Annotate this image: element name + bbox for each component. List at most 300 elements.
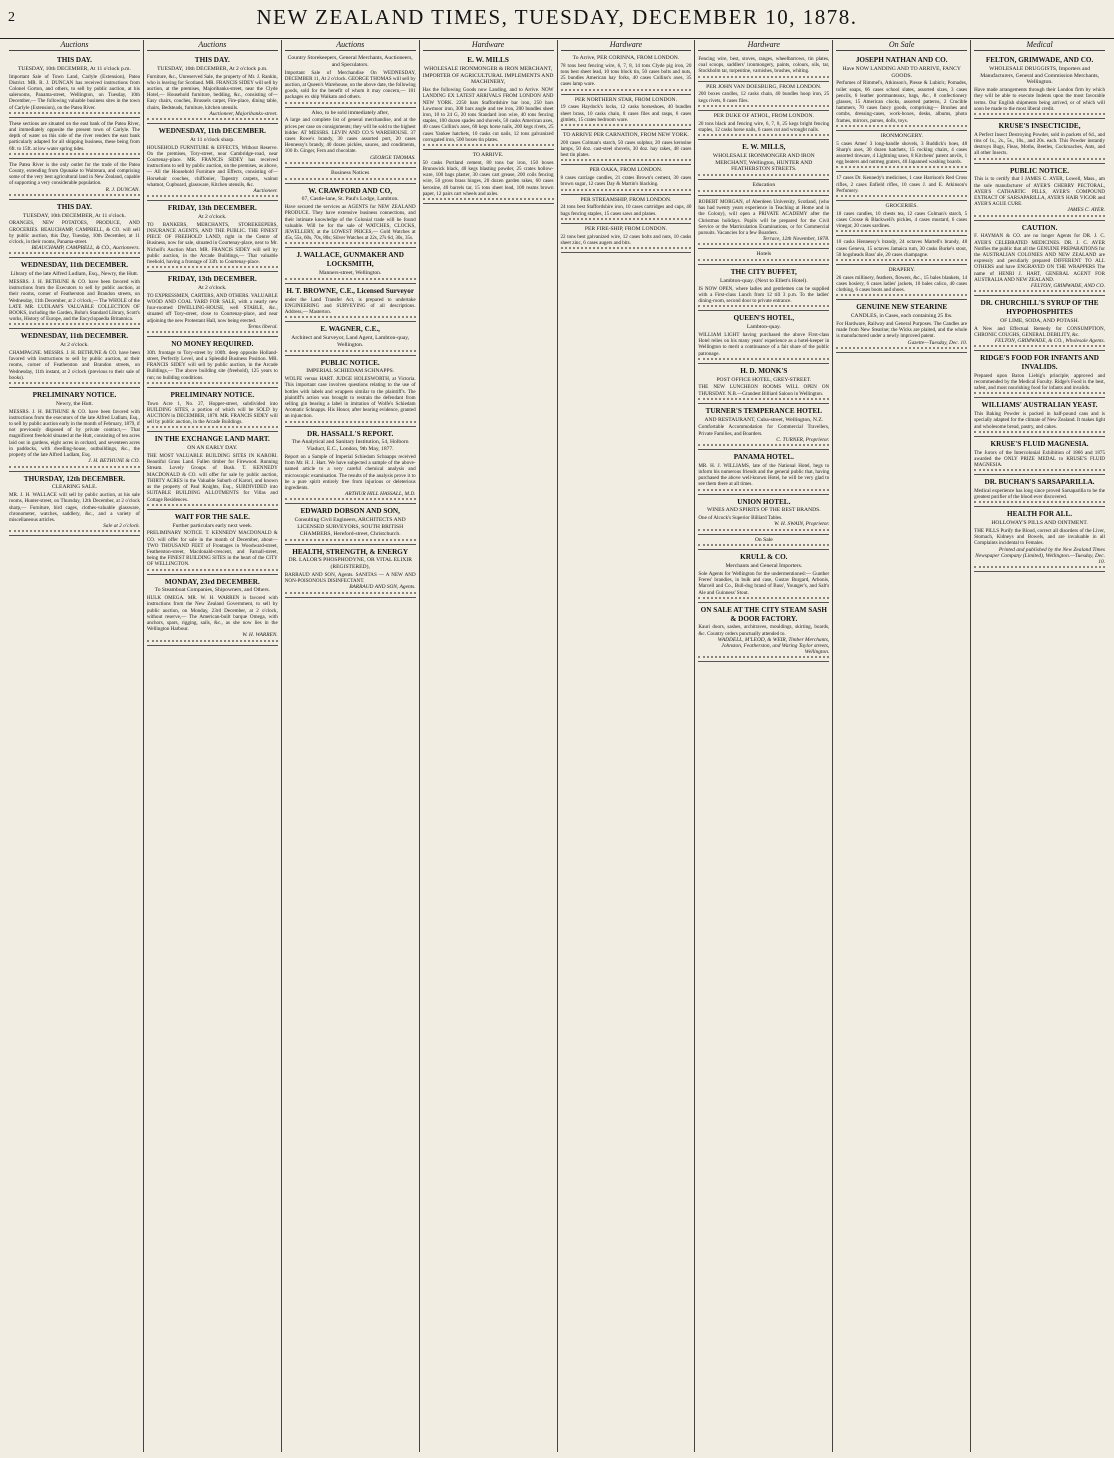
ad-body: Fencing wire, best, stoves, ranges, wheelbarrows, tin plates, coal scoops, saddlers' ironmongery, paints, colours, oils, tar, Stockholm tar, turpentine, varnishes, brushes, whiting. — [698, 56, 830, 75]
advertisement — [836, 236, 967, 265]
ad-heading: WEDNESDAY, 11th DECEMBER. — [20, 261, 129, 270]
ad-subheading: Consulting Civil Engineers, ARCHITECTS AND LICENSED SURVEYORS, SOUTH BRITISH CHAMBERS, Hereford-street, Christchurch. — [294, 517, 406, 537]
ad-rule — [836, 125, 967, 127]
column-4 — [420, 40, 558, 1452]
ad-subheading: At 2 o'clock. — [198, 285, 227, 292]
section-heading: Auctions — [9, 40, 140, 51]
ad-subheading: PER STREAMSHIP, FROM LONDON. — [580, 196, 672, 203]
column-8 — [971, 40, 1108, 1452]
ad-subheading: Also, to be sold immediately after, — [311, 109, 389, 116]
advertisement — [698, 535, 829, 551]
advertisement — [698, 82, 829, 111]
ad-signature: C. TURNER, Proprietor. — [776, 436, 830, 443]
ad-subheading: PER JOHN VAN DOESBURG, FROM LONDON. — [706, 83, 822, 90]
ad-rule — [974, 431, 1105, 433]
ad-rule — [285, 178, 416, 180]
ad-heading: PANAMA HOTEL. — [733, 453, 794, 462]
ad-subheading: WHOLESALE IRONMONGER AND IRON MERCHANT, Wellington, HUNTER AND FEATHERSTON STREETS. — [712, 152, 815, 173]
ad-heading: HEALTH, STRENGTH, & ENERGY — [292, 547, 409, 556]
ad-body: For Hardware, Railway and General Purposes. The Candles are made from New Stearine; the Wicks are plaited, and the whole is manufactured under a newly improved patent. — [836, 321, 968, 340]
ad-body: IS NOW OPEN, where ladies and gentlemen can be supplied with a First-class Lunch from 12 till 3 p.m. To the ladies' dining-room, second door to private entrance. — [698, 285, 830, 305]
ad-body: MR. J. H. WALLACE will sell by public auction, at his sale rooms, Hunter-street, on Thursday, 12th December, at 2 o'clock sharp,— Furniture, bird cages, clothes-valuable glassware, chronometer, watches, saddlery, &c., and a variety of miscellaneous articles. — [9, 492, 140, 523]
advertisement — [698, 311, 829, 363]
ad-rule — [423, 198, 554, 200]
ad-subheading: At 11 o'clock sharp. — [190, 136, 235, 143]
ad-heading: WEDNESDAY, 11th DECEMBER. — [158, 127, 266, 136]
ad-subheading: The Analytical and Sanitary Institution, 54, Holborn Viaduct, E.C., London, 9th May, 1877. — [291, 439, 409, 453]
ad-body: 30ft. frontage to Tory-street by 100ft. deep opposite Holland-street, Perfectly Level, and a Splendid Business Position. MR. FRANCIS SIDEY will sell by public auction, in the Arcade Buildings,— The above building site (freehold), 125 years to run; no building conditions. — [146, 349, 278, 381]
ad-heading: KRUSE'S INSECTICIDE, — [998, 122, 1081, 130]
ad-subheading: At 2 o'clock. — [60, 342, 89, 349]
advertisement — [836, 172, 967, 201]
advertisement — [285, 427, 416, 505]
ad-subheading: Library of the late Alfred Ludlam, Esq., Newry, the Hutt. — [10, 271, 139, 278]
ad-subheading: Lambton-quay. (Next to Ellett's Hotel). — [719, 278, 808, 285]
advertisement — [285, 108, 416, 168]
advertisement — [285, 184, 416, 249]
ad-rule — [698, 134, 829, 136]
ad-rule — [561, 89, 692, 91]
advertisement — [698, 249, 829, 265]
ad-heading: GENUINE NEW STEARINE — [856, 303, 948, 312]
advertisement — [9, 200, 140, 259]
ad-body: 8 cases carriage candles, 21 crates Brown's cement, 30 cases brown sugar, 12 cases Day & Martin's blacking. — [560, 175, 692, 188]
ad-heading: PRELIMINARY NOTICE. — [170, 390, 255, 399]
ad-subheading: PER OAKA, FROM LONDON. — [589, 167, 663, 174]
ad-body: Sole Agents for Wellington for the undermentioned:— Gunther Freres' brandies, in bulk and case, Gustav Burgard, Arbonis, Marcell and Co., Bull-dog brand of Bass', Younger's, and Salt's Ale and Guinness' Stout. — [698, 571, 830, 596]
advertisement — [974, 296, 1105, 351]
ad-signature: ARTHUR HILL HASSALL, M.D. — [345, 491, 416, 498]
ad-rule — [974, 469, 1105, 471]
newspaper-title: NEW ZEALAND TIMES, TUESDAY, DECEMBER 10, 1878. — [256, 5, 858, 29]
section-heading: Auctions — [147, 40, 278, 51]
masthead — [0, 0, 1114, 39]
ad-heading: QUEEN'S HOTEL, — [733, 314, 795, 323]
ad-subheading: OF LIME, SODA, AND POTASH. — [1000, 317, 1080, 324]
advertisement — [9, 118, 140, 159]
ad-signature: Auctioneer, Majoribanks-street. — [209, 110, 278, 117]
ad-heading: PUBLIC NOTICE. — [1010, 166, 1070, 175]
ad-heading: MONDAY, 23rd DECEMBER. — [164, 577, 260, 586]
ad-rule — [698, 444, 829, 446]
ad-subheading: PER DUKE OF ATHOL, FROM LONDON. — [713, 112, 814, 119]
ad-body: Furniture, &c., Unreserved Sale, the property of Mr. J. Rankin, who is leaving for Scotland. MR. FRANCIS SIDEY will sell by auction, at the premises, Majoribanks-street, near the Clyde Hotel,— Household furniture, bedding, &c., consisting of— Easy chairs, couches, Brussels carpet, Fire-place, dining table, chairs, Bedsteads, furniture, kitchen utensils. — [146, 73, 278, 111]
ad-heading: FRIDAY, 13th DECEMBER. — [167, 204, 257, 213]
advertisement — [698, 111, 829, 140]
ad-body: Comfortable Accommodation for Commercial Travellers, Private Families, and Boarders. — [698, 424, 830, 437]
ad-body: Prepared upon Baron Liebig's principle; approved and recommended by the Medical Faculty. Ridge's Food is the best, safest, and most nourishing food for infants and invalids. — [974, 372, 1105, 392]
advertisement — [285, 284, 416, 322]
ad-signature: W. H. WARREN. — [242, 632, 278, 639]
advertisement — [147, 432, 278, 509]
ad-body: 5 cases Ames' 3 long-handle shovels, 3 Ruddick's hoes, 48 Sharp's axes, 30 dozen hatchets, 15 rocking chairs, 4 cases assorted tinware, 4 Lightning saws, 8 Kitchens' patent anvils, 1 egg beaters and nutmeg graters, 40 Japanned washing boards. — [836, 140, 968, 166]
ad-rule — [285, 539, 416, 541]
ad-body: HOUSEHOLD FURNITURE & EFFECTS, Without Reserve. On the premises, Tory-street, near Cambridge-road, near Courtenay-place. MR. FRANCIS SIDEY has received instructions to sell by public auction, on the premises, as above,— All the Household Furniture and Effects, consisting of— Horsehair couches, chiffonier, Tapestry carpets, walnut whatnot, Cupboard, glassware, Kitchen utensils, &c. — [146, 144, 278, 188]
ad-signature: J. H. BETHUNE & CO. — [88, 458, 140, 465]
ad-body: Town Acre 1, No. 27, Hopper-street, subdivided into BUILDING SITES, a portion of which will be SOLD by AUCTION in DECEMBER, 1878. MR. FRANCIS SIDEY will sell by public auction, in the Arcade Buildings. — [146, 400, 278, 426]
ad-subheading: WHOLESALE IRONMONGER & IRON MERCHANT, IMPORTER OF AGRICULTURAL IMPLEMENTS AND MACHINERY, — [422, 65, 554, 86]
ad-body: Report on a Sample of Imperial Schiedam Schnapps received from Mr. H. J. Hart. We have subjected a sample of the above-named article to a very careful chemical analysis and microscopic examination. The results of the analysis prove it to be a pure spirit entirely free from injurious or deleterious ingredients. — [284, 454, 416, 492]
ad-heading: DR. HASSALL'S REPORT. — [307, 429, 394, 438]
ad-body: Have made arrangements through their London firm by which they will be able to execute Indents upon the most favorable terms. Our English shipments being arrived, or of which will soon be made to the most liberal credit. — [974, 87, 1105, 112]
ad-subheading: POST OFFICE HOTEL, GREY-STREET. — [716, 376, 812, 383]
ad-rule — [285, 421, 416, 423]
ad-rule — [147, 426, 278, 428]
advertisement — [9, 472, 140, 537]
advertisement — [285, 168, 416, 184]
ad-rule — [147, 569, 278, 571]
advertisement — [9, 53, 140, 118]
advertisement — [147, 53, 278, 124]
ad-heading: THIS DAY. — [56, 56, 92, 64]
ad-body: 10 casks Hennessy's brandy, 24 octaves Martell's brandy, 48 cases Geneva, 15 octaves Jamaica rum, 30 casks Burke's stout, 50 hogsheads Bass' ale, 20 cases champagne. — [836, 239, 968, 258]
ad-rule — [974, 290, 1105, 292]
ad-body: F. HAYMAN & CO. are no longer Agents for DR. J. C. AYER'S CELEBRATED MEDICINES. DR. J. C. AYER Notifies the public that all the GENUINE PREPARATIONS for the AUSTRALIAN COLONIES AND NEW ZEALAND are expressly and peculiarly prepared DIFFERENT TO ALL OTHERS and have ENGRAVED ON THE WRAPPERS The name of HENRI J. HART, GENERAL AGENT FOR AUSTRALIA AND NEW ZEALAND. — [974, 233, 1105, 283]
ad-signature: Terms liberal. — [247, 323, 278, 330]
ad-rule — [698, 358, 829, 360]
ad-rule — [9, 323, 140, 325]
ad-rule — [9, 194, 140, 196]
ad-rule — [698, 174, 829, 176]
advertisement — [836, 265, 967, 300]
ad-rule — [836, 166, 967, 168]
ad-signature: JAMES C. AYER. — [1067, 207, 1105, 214]
advertisement — [698, 450, 829, 495]
ad-rule — [147, 640, 278, 642]
ad-signature: BEAUCHAMP, CAMPBELL, & CO., Auctioneers. — [31, 245, 140, 252]
ad-heading: E. WAGNER, C.E., — [320, 325, 380, 334]
ad-rule — [974, 392, 1105, 394]
ad-subheading: Merchants and General Importers. — [725, 563, 803, 570]
ad-body: MR. H. J. WILLIAMS, late of the National Hotel, begs to inform his numerous friends and the general public that, having purchased the above well-known Hotel, he will be very glad to see them there at all times. — [698, 462, 830, 488]
advertisement — [698, 495, 829, 535]
ad-heading: WEDNESDAY, 11th DECEMBER. — [20, 332, 129, 341]
ad-rule — [561, 124, 692, 126]
ad-heading: RIDGE'S FOOD FOR INFANTS AND INVALIDS. — [980, 354, 1099, 372]
advertisement — [9, 159, 140, 200]
ad-rule — [9, 382, 140, 384]
ad-heading: THIS DAY. — [194, 56, 230, 64]
advertisement — [147, 337, 278, 388]
ad-rule — [698, 243, 829, 245]
ad-body: CHAMPAGNE. MESSRS. J. H. BETHUNE & CO. have been favored with instructions to sell by public auction, at their rooms, corner of Featherston and Brandon streets, on Wednesday, 11th instant, at 2 o'clock (previous to their sale of books). — [9, 350, 140, 381]
ad-subheading: Education — [752, 182, 776, 189]
advertisement — [836, 300, 967, 352]
ad-subheading: TUESDAY, 10th DECEMBER, At 2 o'clock p.m. — [157, 65, 268, 72]
ad-subheading: To Steamboat Companies, Shipowners, and Others. — [154, 587, 270, 594]
ad-heading: PRELIMINARY NOTICE. — [32, 391, 117, 400]
ad-rule — [147, 504, 278, 506]
column-1 — [6, 40, 144, 1452]
advertisement — [836, 53, 967, 131]
ad-heading: HEALTH FOR ALL. — [1007, 510, 1073, 519]
ad-rule — [285, 498, 416, 500]
ad-signature: W. H. SWAIN, Proprietor. — [774, 521, 830, 528]
ad-heading: DR. CHURCHILL'S SYRUP OF THE HYPOPHOSPHITES — [980, 299, 1099, 317]
ad-rule — [561, 159, 692, 161]
ad-rule — [974, 345, 1105, 347]
ad-rule — [285, 350, 416, 352]
ad-rule — [836, 347, 967, 349]
ad-signature: R. J. DUNCAN. — [105, 186, 140, 193]
ad-subheading: Hotels — [756, 251, 772, 258]
ad-signature: FELTON, GRIMWADE, & CO., Wholesale Agents. — [994, 338, 1105, 345]
ad-rule — [561, 247, 692, 249]
advertisement — [423, 53, 554, 150]
ad-body: 18 cases candles, 10 chests tea, 12 cases Colman's starch, 5 cases Crosse & Blackwell's pickles, 4 cases mustard, 6 cases vinegar, 20 cases sardines. — [836, 210, 968, 230]
ad-rule — [698, 597, 829, 599]
advertisement — [974, 53, 1105, 119]
advertisement — [147, 201, 278, 272]
advertisement — [285, 504, 416, 544]
ad-rule — [285, 102, 416, 104]
ad-rule — [561, 218, 692, 220]
ad-heading: THIS DAY. — [56, 202, 92, 211]
ad-body: 24 tons best Staffordshire iron, 10 cases cartridges and caps, 40 bags fencing staples, 15 cases saws and planes. — [560, 204, 692, 217]
ad-heading: DR. BUCHAN'S SARSAPARILLA. — [984, 478, 1095, 487]
ad-body: THE PILLS Purify the Blood, correct all disorders of the Liver, Stomach, Kidneys and Bowels, and are invaluable in all Complaints incidental to Females. — [974, 528, 1105, 547]
ad-body: HULK OMEGA. MR. W. H. WARREN is favored with instructions from the New Zealand Government, to sell by public auction, on Monday, 23rd December, at 2 o'clock, without reserve,— The American-built barque Omega, with anchors, spars, rigging, sails, &c., as she now lies in the Wellington Harbour. — [146, 595, 278, 633]
advertisement — [561, 130, 692, 165]
ad-heading: WILLIAMS' AUSTRALIAN YEAST. — [981, 401, 1098, 410]
ad-subheading: Have NOW LANDING AND TO ARRIVE, FANCY GOODS. — [842, 65, 961, 79]
ad-body: TO EXPRESSMEN, CARTERS, AND OTHERS. VALUABLE WOOD AND COAL YARD FOR SALE, with a nearly new four-roomed DWELLING-HOUSE, well STABLE, &c., situated off Tory-street, close to Courtenay-place, and near adjoining the new Protestant Hall, now being erected. — [146, 292, 278, 324]
advertisement — [974, 398, 1105, 436]
ad-subheading: Manners-street, Wellington. — [319, 270, 382, 277]
advertisement — [285, 356, 416, 427]
ad-body: A large and complete list of general merchandise, and at the prices per case on consignments; they will be sold to the highest bidder. AT MESSRS. LEVIN AND CO.'S WAREHOUSE. 37 cases Rowe's brandy, 30 cases assorted port, 20 cases Hennessy's brandy, 40 dozen pickles, sauces, and condiments, 100 lb. Ginger, Fern and chocolate. — [284, 117, 416, 155]
ad-subheading: On Sale — [754, 536, 773, 543]
ad-rule — [836, 294, 967, 296]
ad-rule — [836, 230, 967, 232]
advertisement — [974, 119, 1105, 164]
ad-rule — [974, 215, 1105, 217]
advertisement — [698, 196, 829, 249]
ad-subheading: DRAPERY. — [888, 267, 915, 274]
advertisement — [974, 507, 1105, 572]
ad-body: 50 casks Portland cement, 80 tons bar iron, 150 boxes Brunswick black, 40 kegs blasting powder, 25 crates hollow-ware, 100 bags plaster, 30 cases cart grease, 200 coils fencing wire, 50 gross brass hinges, 20 dozen garden rakes, 60 cases kerosine, 40 barrels tar, 15 tons sheet lead, 100 reams brown paper, 12 pairs cart wheels and axles. — [422, 159, 554, 197]
ad-rule — [147, 266, 278, 268]
ad-subheading: PER FIRE-SHIP, FROM LONDON. — [584, 225, 668, 232]
ad-heading: NO MONEY REQUIRED. — [171, 340, 254, 349]
ad-rule — [974, 158, 1105, 160]
ad-rule — [698, 398, 829, 400]
ad-body: WOLFE versus HART. JUDGE HOLESWORTH, at Victoria. This important case involves questions relating to the use of bottles with labels and wrappers similar to the plaintiff's. The plaintiff's action was brought to restrain the defendant from selling gin bearing a label in imitation of Wolfe's Schiedam Aromatic Schnapps. His Honor, after hearing evidence, granted an injunction. — [284, 376, 416, 420]
ad-body: MESSRS. J. H. BETHUNE & CO. have been favored with instructions from the executors of the late Alfred Ludlam, Esq., to sell by public auction early in the month of February, 1879, if not previously disposed of by private contract,— That magnificent freehold situated at the Hutt, consisting of ten acres laid out in gardens, eight acres in orchard, and seventeen acres in paddocks, with dwelling-house, outbuildings, &c., the property of the late Alfred Ludlam, Esq. — [9, 408, 140, 459]
ad-body: A Perfect Insect Destroying Powder, sold in packets of 6d., and tins of 1s., 2s., 5s., 10s., and 20s. each. This Powder instantly destroys Bugs, Fleas, Moths, Beetles, Cockroaches, Ants, and all other Insects. — [974, 131, 1105, 157]
advertisement — [147, 124, 278, 201]
ad-rule — [561, 189, 692, 191]
advertisement — [698, 550, 829, 602]
section-heading: Hardware — [561, 40, 692, 51]
ad-body: The Jurors of the Intercolonial Exhibition of 1866 and 1875 awarded the ONLY PRIZE MEDAL to KRUSE'S FLUID MAGNESIA. — [974, 449, 1105, 469]
advertisement — [561, 224, 692, 253]
ad-heading: ON SALE AT THE CITY STEAM SASH & DOOR FACTORY. — [700, 605, 827, 623]
advertisement — [147, 388, 278, 433]
column-3 — [282, 40, 420, 1452]
ad-heading: THE CITY BUFFET, — [730, 268, 797, 277]
ad-body: 200 cases Colman's starch, 50 cases sulphur, 20 cases kerosine lamps, 50 doz. cast-steel shovels, 30 doz. hay rakes, 48 cases best tin plates. — [560, 139, 692, 159]
section-heading: Medical — [974, 40, 1105, 51]
ad-body: This is to certify that I JAMES C. AYER, Lowell, Mass., am the sole manufacturer of AYER'S CHERRY PECTORAL, AYER'S CATHARTIC PILLS, AYER'S COMPOUND EXTRACT OF SARSAPARILLA, AYER'S HAIR VIGOR and AYER'S AGUE CURE. — [974, 176, 1105, 208]
ad-heading: E. W. MILLS, — [742, 143, 786, 152]
columns-container — [6, 40, 1108, 1452]
ad-heading: EDWARD DOBSON AND SON, — [300, 507, 400, 516]
ad-body: PRELIMINARY NOTICE. T. KENNEDY MACDONALD & CO. will offer for sale in the month of December, about— TWO THOUSAND FEET of Frontages in Woodward-street, Featherston-street, Macdonald-crescent, and Farnall-street, being the FINEST BUILDING SITES in the heart of the CITY OF WELLINGTON. — [146, 530, 278, 568]
ad-body: The Patea River is the only outlet for the trade of the Patea County, extending from Opunake to Waitotara, and comprising some of the very best agricultural land in New Zealand, capable of supporting a very considerable population. — [9, 161, 140, 187]
ad-rule — [698, 305, 829, 307]
ad-body: 17 cases Dr. Kennedy's medicines, 1 case Harrison's Red Cross rifles, 2 cases Enfield rifles, 10 cases J. and E. Atkinson's Perfumery. — [836, 175, 968, 194]
ad-rule — [698, 544, 829, 546]
advertisement — [698, 53, 829, 82]
ad-subheading: TUESDAY, 10th DECEMBER, At 11 o'clock. — [22, 212, 126, 219]
ad-body: BARRAUD AND SON, Agents. SANITAS — A NEW AND NON-POISONOUS DISINFECTANT. — [284, 572, 416, 585]
ad-rule — [285, 592, 416, 594]
column-6 — [695, 40, 833, 1452]
ad-heading: H. T. BROWNE, C.E., Licensed Surveyor — [286, 286, 415, 295]
ad-subheading: IMPERIAL SCHIEDAM SCHNAPPS. — [306, 368, 395, 375]
advertisement — [561, 165, 692, 194]
advertisement — [9, 329, 140, 388]
advertisement — [561, 195, 692, 224]
section-heading: Hardware — [698, 40, 829, 51]
ad-rule — [836, 259, 967, 261]
ad-body: ORANGES, NEW POTATOES, PRODUCE, AND GROCERIES. BEAUCHAMP, CAMPBELL, & CO. will sell by public auction, this Day, Tuesday, 10th December, at 11 o'clock, in their rooms, Panama-street. — [9, 220, 140, 246]
ad-rule — [147, 118, 278, 120]
ad-body: MESSRS. J. H. BETHUNE & CO. have been favored with instructions from the Executors to sell by public auction, at their rooms, corner of Featherston and Brandon streets, on Wednesday, 11th December, at 2 o'clock,— The WHOLE of the LATE MR. LUDLAM'S VALUABLE COLLECTION OF BOOKS, including the Garden, Bohn's Standard Library, Scott's works, History of Europe, and the Encyclopaedia Britannica. — [9, 279, 140, 323]
ad-subheading: Business Notices — [330, 169, 370, 176]
ad-subheading: AND RESTAURANT, Cuba-street, Wellington, N.Z. — [704, 416, 824, 423]
advertisement — [698, 180, 829, 196]
ad-rule — [698, 656, 829, 658]
section-heading: Auctions — [285, 40, 416, 51]
ad-signature: GEORGE THOMAS. — [370, 154, 416, 161]
ad-heading: J. WALLACE, GUNMAKER AND LOCKSMITH, — [296, 251, 404, 269]
ad-body: TO BANKERS, MERCHANTS, STOREKEEPERS, INSURANCE AGENTS, AND THE PUBLIC. THE FINEST PIECE OF FREEHOLD LAND, right in the Centre of Business, now for sale, situated in Courtenay-place, next to Mr. Nicholl's Auction Mart. MR. FRANCIS SIDEY will sell by public auction, in the Arcade Buildings,— That valuable freehold, having a frontage of 33ft. to Courtenay-place. — [146, 221, 278, 266]
ad-subheading: To Arrive, PER CORINNA, FROM LONDON. — [572, 55, 680, 61]
ad-body: Has the following Goods now Landing, and to Arrive. NOW LANDING EX LATEST ARRIVALS FROM LONDON AND NEW YORK. 2250 bars Staffordshire bar iron, 250 bars Lowmoor iron, 300 bars angle and tee iron, 200 bundles sheet iron, 10 to 24 G, 20 tons Standard iron wire, 40 tons fencing staples, 100 dozen spades and shovels, 50 casks American axes, 40 cases Collins's axes, 60 kegs horse nails, 200 kegs rivets, 25 cases Yankee hatchets, 10 casks cut nails, 12 tons galvanized corrugated iron, 500 boxes tin plates. — [422, 87, 554, 143]
ad-rule — [9, 112, 140, 114]
advertisement — [285, 53, 416, 108]
ad-heading: PUBLIC NOTICE. — [320, 358, 380, 367]
ad-rule — [147, 331, 278, 333]
ad-heading: CAUTION. — [1021, 223, 1058, 232]
ad-rule — [147, 195, 278, 197]
ad-rule — [698, 259, 829, 261]
ad-heading: THURSDAY, 12th DECEMBER. — [23, 474, 126, 483]
ad-subheading: Architect and Surveyor, Land Agent, Lambton-quay, Wellington. — [291, 335, 410, 348]
ad-body: 200 boxes candles, 12 casks chain, 40 bundles hoop iron, 25 kegs rivets, 8 cases files. — [698, 91, 830, 104]
ad-subheading: Lambton-quay. — [746, 324, 781, 331]
ad-body: 20 tons black and fencing wire, 6, 7, 8, 25 kegs bright fencing staples, 12 casks horse nails, 6 cases cut and wrought nails. — [698, 120, 830, 133]
advertisement — [698, 603, 829, 663]
ad-rule — [974, 501, 1105, 503]
ad-heading: JOSEPH NATHAN AND CO. — [855, 56, 948, 64]
ad-heading: IN THE EXCHANGE LAND MART. — [154, 435, 270, 444]
ad-rule — [285, 316, 416, 318]
advertisement — [147, 575, 278, 646]
ad-rule — [147, 382, 278, 384]
ad-rule — [9, 530, 140, 532]
ad-signature: Terrace, 12th November, 1878. — [762, 236, 830, 243]
ad-body: This Baking Powder is packed in half-pound cans and is specially adapted for the climate of New Zealand. It makes light and wholesome bread, pastry, and cakes. — [974, 411, 1105, 430]
ad-body: ROBERT MORGAN, of Aberdeen University, Scotland, (who has had twenty years experience in Teaching at Home and in the Colony), will open a PRIVATE ACADEMY after the Christmas holidays. Pupils will be prepared for the Civil Service or the Matriculation Examinations, or for Commercial pursuits. Vacancies for a few Boarders. — [698, 199, 830, 237]
advertisement — [974, 475, 1105, 507]
advertisement — [698, 140, 829, 180]
ad-rule — [9, 252, 140, 254]
ad-body: Have secured the services as AGENTS for NEW ZEALAND PRODUCE. They have extensive business connections, and their intimate knowledge of the Colonial trade will be found valuable. Will be for the sale of WATCHES, CLOCKS, JEWELLERY, at the LOWEST PRICES,— Gold Watches at 45s, 55s, 60s, 70s, 80s; Silver Watches at 22s, 27s 6d, 30s, 35s. — [284, 204, 416, 242]
ad-subheading: TUESDAY, 10th DECEMBER, At 11 o'clock p.m. — [17, 65, 131, 72]
ad-heading: WAIT FOR THE SALE. — [174, 512, 250, 521]
ad-subheading: Further particulars early next week. — [172, 522, 253, 529]
section-heading: On Sale — [836, 40, 967, 51]
ad-rule — [698, 190, 829, 192]
ad-subheading: ON AN EARLY DAY. — [187, 445, 238, 452]
ad-heading: H. D. MONK'S — [740, 366, 788, 375]
ad-signature: Auctioneer. — [253, 188, 278, 195]
ad-rule — [698, 105, 829, 107]
ad-body: Kauri doors, sashes, architraves, mouldings, skirting, boards, &c. Country orders punctually attended to. — [698, 624, 830, 637]
ad-body: Medical experience has long since proved Sarsaparilla to be the greatest purifier of the blood ever discovered. — [974, 488, 1105, 501]
ad-signature: BARRAUD AND SON, Agents. — [349, 584, 416, 591]
ad-subheading: WHOLESALE DRUGGISTS, Importers and Manufacturers, General and Commission Merchants, Wellington. — [980, 65, 1099, 86]
ad-heading: E. W. MILLS — [467, 56, 509, 64]
ad-body: 26 cases millinery, feathers, flowers, &c., 15 bales blankets, 14 cases hosiery, 6 cases ladies' jackets, 10 bales calico, 40 cases clothing, 6 cases boots and shoes. — [836, 274, 968, 294]
ad-rule — [423, 144, 554, 146]
ad-body: 78 tons best fencing wire, 6, 7, 8, 14 tons Clyde pig iron, 20 tons best sheet lead, 10 tons block tin, 50 cases bolts and nuts, 25 bundles American hay forks, 40 cases Collins's axes, 35 cases lamp ware. — [560, 62, 692, 88]
advertisement — [974, 164, 1105, 221]
ad-subheading: CLEARING SALE. — [51, 484, 97, 491]
advertisement — [285, 248, 416, 283]
ad-body: 22 tons best galvanized wire, 12 cases bolts and nuts, 10 casks sheet zinc, 6 cases augers and bits. — [560, 233, 692, 246]
advertisement — [147, 510, 278, 575]
advertisement — [561, 53, 692, 95]
ad-subheading: DR. LALOR'S PHOSPHODYNE, OR VITAL ELIXIR (REGISTERED), — [288, 557, 412, 571]
ad-subheading: Newry, the Hutt. — [55, 400, 94, 407]
advertisement — [698, 364, 829, 404]
ad-subheading: TO ARRIVE PER CARNATION, FROM NEW YORK. — [563, 132, 689, 139]
ad-body: These sections are situated on the east bank of the Patea River, and immediately opposite the present town of Carlyle. The depth of water on this side of the river renders the east bank particularly adapted for all shipping business, these being from 6ft. to 15ft. at low water spring tides. — [9, 120, 140, 152]
ad-rule — [9, 466, 140, 468]
ad-heading: W. CRAWFORD AND CO, — [308, 186, 393, 195]
advertisement — [974, 221, 1105, 297]
advertisement — [698, 404, 829, 450]
ad-heading: KRULL & CO. — [740, 553, 788, 562]
advertisement — [836, 201, 967, 236]
ad-subheading: 67, Castle-lane, St. Paul's Lodge, Lambton. — [301, 196, 399, 203]
advertisement — [285, 545, 416, 598]
ad-body: Perfumes of Rimmel's, Atkinson's, Piesse & Lubin's; Pomades, toilet soaps, 66 cases school slates, assorted sizes, 3 cases pencils, 6 leather portmanteaux, bags, &c., 8 confectionery glasses, 15 American clocks, assorted patterns, 2 Crucible hammers, 70 cases fancy goods, comprising— Brushes and combs, dressing-cases, work-boxes, desks, albums, photo frames, mirrors, purses, dolls, toys. — [836, 80, 968, 124]
ad-subheading: Country Storekeepers, General Merchants, Auctioneers, and Speculators. — [287, 55, 413, 68]
ad-subheading: At 2 o'clock. — [198, 214, 227, 221]
advertisement — [561, 95, 692, 130]
advertisement — [698, 265, 829, 311]
ad-signature: Sale at 2 o'clock. — [103, 523, 140, 530]
ad-body: THE NEW LUNCHEON ROOMS WILL OPEN ON THURSDAY. N.B.—Grandest Billiard Saloon in Wellington. — [698, 384, 830, 397]
column-5 — [558, 40, 696, 1452]
ad-subheading: IRONMONGERY. — [880, 132, 923, 139]
ad-heading: TURNER'S TEMPERANCE HOTEL — [705, 406, 823, 415]
advertisement — [285, 322, 416, 355]
ad-body: 19 cases Haydock's locks, 12 casks horseshoes, 40 bundles sheet brass, 10 casks chain, 8 cases files and rasps, 6 cases gimlets, 15 crates bedroom ware. — [560, 104, 692, 123]
advertisement — [974, 437, 1105, 475]
ad-rule — [698, 489, 829, 491]
ad-signature: FELTON, GRIMWADE, AND CO. — [1030, 283, 1105, 290]
ad-body: THE MOST VALUABLE BUILDING SITES IN KARORI. Beautiful Grass Land. Fallen timber for Firewood. Running Stream. Lovely Groups of Bush. T. KENNEDY MACDONALD & CO. will offer for sale by public auction, THIRTY ACRES in the Valuable Suburb of Karori, and known as the property of Paul Knights, Esq., SUBDIVIDED into SUITABLE BUILDING ALLOTMENTS for Villas and Cottage Residences. — [146, 453, 278, 503]
advertisement — [974, 351, 1105, 398]
ad-heading: KRUSE'S FLUID MAGNESIA. — [990, 439, 1089, 448]
ad-signature: WADDELL, M'LEOD, & WEIR, Timber Merchants, Johnston, Featherston, and Waring Taylor streets, Wellington. — [717, 636, 830, 656]
